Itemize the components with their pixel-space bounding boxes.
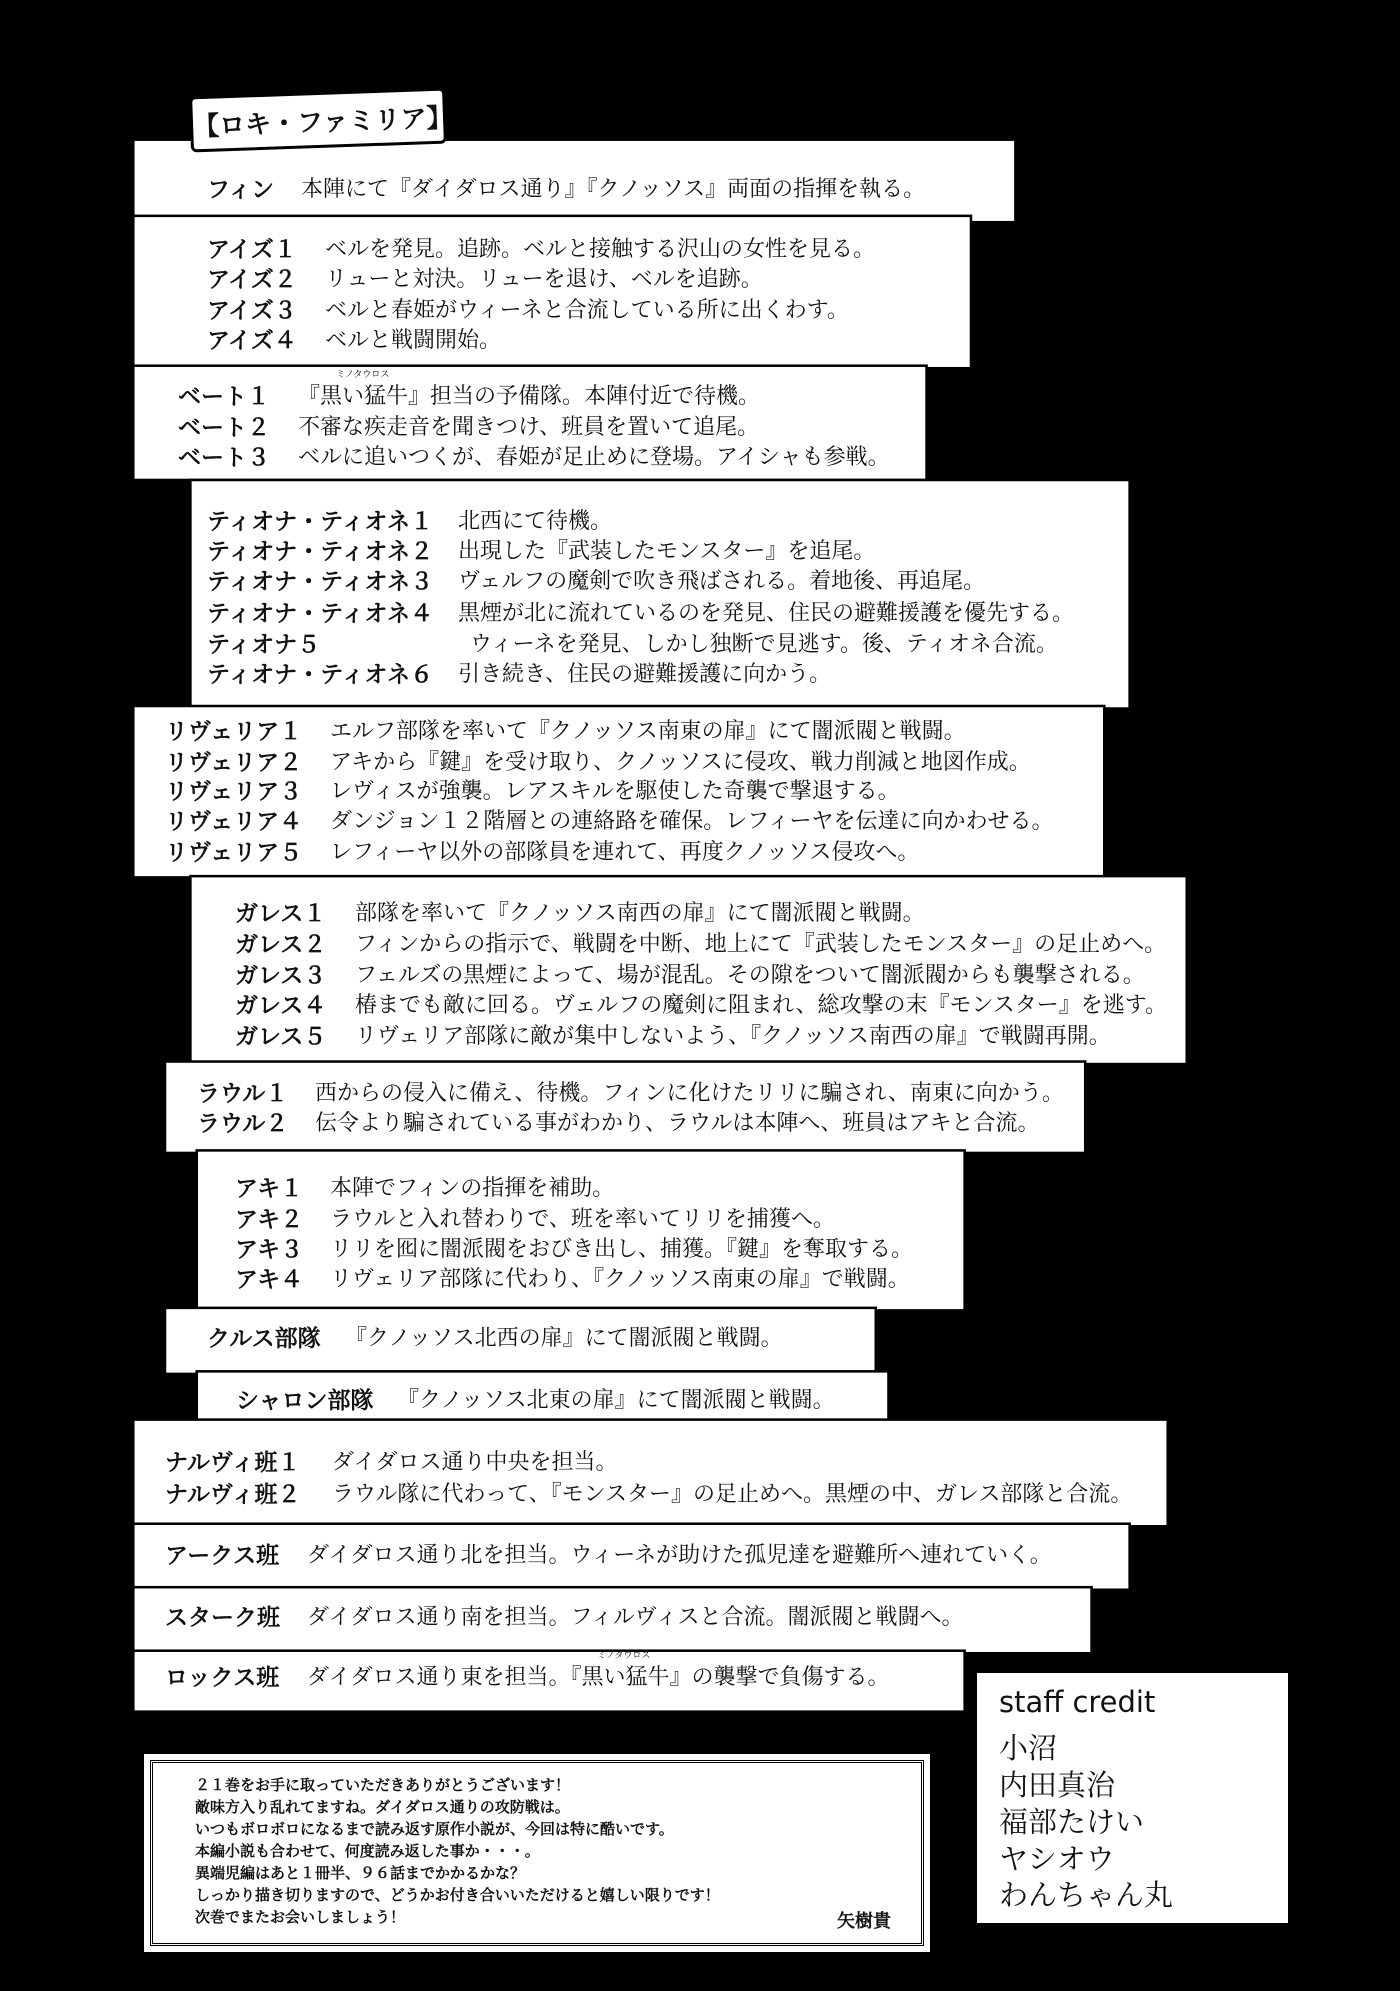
- entry-text-content: フィンからの指示で、戦闘を中断、地上にて『武装したモンスター』の足止めへ。: [355, 932, 1167, 957]
- entry-text: [307, 1651, 890, 1692]
- entry-label: アキ２: [235, 1207, 304, 1233]
- staff-name: ヤシオウ: [999, 1842, 1115, 1876]
- entry-text: [330, 1175, 614, 1203]
- entry-label: シャロン部隊: [236, 1388, 374, 1414]
- entry-text: [458, 661, 831, 689]
- entry-label: ティオナ・ティオネ３: [207, 569, 434, 595]
- entry-label: リヴェリア２: [165, 750, 303, 776]
- entry-text: [330, 1266, 910, 1294]
- entry-label: ナルヴィ班１: [165, 1450, 301, 1476]
- entry-text: [325, 266, 763, 294]
- message-line: 異端児編はあと１冊半、９６話までかかるかな？: [195, 1864, 526, 1882]
- entry-text: [458, 508, 612, 536]
- entry-text: [458, 568, 985, 596]
- author-signature: 矢樹貴: [837, 1911, 891, 1932]
- entry-label: ベート１: [178, 384, 270, 410]
- entry-label: ティオナ・ティオネ１: [207, 509, 434, 535]
- entry-label: ラウル２: [197, 1111, 289, 1137]
- entry-text: [355, 992, 1167, 1020]
- entry-text: [355, 900, 925, 928]
- entry-text-content: ダイダロス通り南を担当。フィルヴィスと合流。闇派閥と戦闘へ。: [307, 1605, 964, 1630]
- entry-label: アイズ２: [207, 267, 297, 293]
- entry-text-content: 出現した『武装したモンスター』を追尾。: [458, 539, 876, 564]
- entry-text: [330, 808, 1053, 836]
- message-line: しっかり描き切りますので、どうかお付き合いいただけると嬉しい限りです！: [195, 1886, 720, 1904]
- entry-text: [330, 839, 919, 867]
- entry-text: [330, 778, 900, 806]
- entry-label: アキ１: [235, 1176, 304, 1202]
- entry-label: スターク班: [165, 1605, 280, 1631]
- entry-text-content: ベルと戦闘開始。: [325, 328, 502, 353]
- entry-text: [330, 1206, 835, 1234]
- entry-text: [355, 962, 1145, 990]
- entry-text: [315, 1080, 1064, 1108]
- entry-text-content: 西からの侵入に備え、待機。フィンに化けたリリに騙され、南東に向かう。: [315, 1081, 1064, 1106]
- entry-label: リヴェリア４: [165, 809, 303, 835]
- section-banner: 【ロキ・ファミリア】: [189, 88, 447, 153]
- entry-text: [315, 1110, 1039, 1138]
- entry-text-content: 部隊を率いて『クノッソス南西の扉』にて闇派閥と戦闘。: [355, 901, 925, 926]
- entry-label: リヴェリア５: [165, 840, 303, 866]
- message-line: ２１巻をお手に取っていただきありがとうございます！: [195, 1776, 571, 1794]
- staff-name: 小沼: [999, 1731, 1058, 1765]
- staff-credit-box: [977, 1673, 1288, 1923]
- entry-text-content: リヴェリア部隊に代わり、『クノッソス南東の扉』で戦闘。: [330, 1267, 910, 1292]
- entry-text: [397, 1387, 835, 1415]
- entry-text: [307, 1542, 1052, 1570]
- entry-text-content: ダイダロス通り北を担当。ウィーネが助けた孤児達を避難所へ連れていく。: [307, 1543, 1052, 1568]
- entry-text: [330, 749, 1031, 777]
- entry-label: ベート２: [178, 415, 270, 441]
- entry-text-content: ダンジョン１２階層との連絡路を確保。レフィーヤを伝達に向かわせる。: [330, 809, 1054, 834]
- entry-text: [298, 444, 890, 472]
- entry-text: [470, 631, 1058, 659]
- entry-text: [458, 538, 875, 566]
- entry-text: [298, 370, 761, 411]
- staff-name: わんちゃん丸: [999, 1878, 1174, 1912]
- entry-label: アキ３: [235, 1237, 304, 1263]
- entry-text: [330, 1236, 913, 1264]
- entry-text-content: 本陣にて『ダイダロス通り』『クノッソス』両面の指揮を執る。: [301, 177, 926, 202]
- entry-text: [307, 1604, 963, 1632]
- entry-text-content: 伝令より騙されている事がわかり、ラウルは本陣へ、班員はアキと合流。: [315, 1111, 1040, 1136]
- entry-label: ラウル１: [197, 1081, 289, 1107]
- entry-text-content: アキから『鍵』を受け取り、クノッソスに侵攻、戦力削減と地図作成。: [330, 750, 1031, 775]
- entry-text: [325, 236, 875, 264]
- entry-text: [298, 414, 759, 442]
- entry-text-content: 『黒い猛牛』担当の予備隊。本陣付近で待機。: [298, 384, 761, 409]
- message-line: いつもボロボロになるまで読み返す原作小説が、今回は特に酷いです。: [195, 1820, 674, 1838]
- entry-text-content: 『クノッソス北東の扉』にて闇派閥と戦闘。: [397, 1388, 835, 1413]
- entry-label: アークス班: [165, 1543, 280, 1569]
- entry-label: アイズ４: [207, 328, 297, 354]
- entry-text-content: 不審な疾走音を聞きつけ、班員を置いて追尾。: [298, 415, 760, 440]
- entry-label: リヴェリア３: [165, 779, 303, 805]
- entry-text-content: 本陣でフィンの指揮を補助。: [330, 1176, 615, 1201]
- entry-text: [345, 1325, 783, 1353]
- entry-text: [355, 1023, 1111, 1051]
- entry-text-content: リリを囮に闇派閥をおびき出し、捕獲。『鍵』を奪取する。: [330, 1237, 914, 1262]
- entry-text-content: ダイダロス通り東を担当。『黒い猛牛』の襲撃で負傷する。: [307, 1665, 890, 1690]
- entry-text-content: 『クノッソス北西の扉』にて闇派閥と戦闘。: [345, 1326, 783, 1351]
- entry-text: [325, 327, 501, 355]
- entry-text-content: 椿までも敵に回る。ヴェルフの魔剣に阻まれ、総攻撃の末『モンスター』を逃す。: [355, 993, 1168, 1018]
- entry-text-content: ベルに追いつくが、春姫が足止めに登場。アイシャも参戦。: [298, 445, 890, 470]
- entry-text-content: ウィーネを発見、しかし独断で見逃す。後、ティオネ合流。: [470, 632, 1058, 657]
- entry-label: ガレス５: [235, 1024, 327, 1050]
- entry-label: ガレス２: [235, 932, 327, 958]
- entry-label: ティオナ・ティオネ４: [207, 601, 434, 627]
- entry-text-content: ダイダロス通り中央を担当。: [332, 1450, 618, 1475]
- entry-label: クルス部隊: [207, 1326, 321, 1352]
- entry-text-content: ベルを発見。追跡。ベルと接触する沢山の女性を見る。: [325, 237, 876, 262]
- entry-text: [458, 600, 1074, 628]
- entry-text: [332, 1449, 618, 1477]
- staff-credit-title: staff credit: [999, 1685, 1156, 1719]
- author-message-box: [150, 1760, 924, 1946]
- entry-label: ベート３: [178, 445, 270, 471]
- entry-text-content: ヴェルフの魔剣で吹き飛ばされる。着地後、再追尾。: [458, 569, 986, 594]
- entry-text: [332, 1481, 1132, 1509]
- entry-text-content: ラウル隊に代わって、『モンスター』の足止めへ。黒煙の中、ガレス部隊と合流。: [332, 1482, 1133, 1507]
- entry-label: ガレス３: [235, 963, 327, 989]
- entry-label: アイズ１: [207, 237, 297, 263]
- entry-text-content: レフィーヤ以外の部隊員を連れて、再度クノッソス侵攻へ。: [330, 840, 920, 865]
- entry-text-content: 北西にて待機。: [458, 509, 613, 534]
- entry-text-content: ベルと春姫がウィーネと合流している所に出くわす。: [325, 298, 849, 323]
- message-line: 次巻でまたお会いしましょう！: [195, 1908, 406, 1926]
- entry-label: フィン: [207, 177, 275, 203]
- entry-text-content: 黒煙が北に流れているのを発見、住民の避難援護を優先する。: [458, 601, 1075, 626]
- entry-label: ガレス４: [235, 993, 327, 1019]
- entry-label: ロックス班: [165, 1665, 280, 1691]
- entry-label: ティオナ・ティオネ６: [207, 662, 434, 688]
- entry-text: [330, 718, 966, 746]
- entry-label: ナルヴィ班２: [165, 1482, 301, 1508]
- furigana: ミノタウロス: [336, 370, 390, 380]
- staff-name: 福部たけい: [999, 1805, 1145, 1839]
- entry-label: ティオナ５: [207, 632, 321, 658]
- entry-label: アイズ３: [207, 298, 297, 324]
- entry-text-content: レヴィスが強襲。レアスキルを駆使した奇襲で撃退する。: [330, 779, 900, 804]
- entry-text: [355, 931, 1166, 959]
- furigana: ミノタウロス: [597, 1651, 651, 1661]
- entry-text-content: ラウルと入れ替わりで、班を率いてリリを捕獲へ。: [330, 1207, 835, 1232]
- entry-text-content: エルフ部隊を率いて『クノッソス南東の扉』にて闇派閥と戦闘。: [330, 719, 966, 744]
- message-line: 敵味方入り乱れてますね。ダイダロス通りの攻防戦は。: [195, 1798, 570, 1816]
- message-line: 本編小説も合わせて、何度読み返した事か・・・。: [195, 1842, 540, 1860]
- staff-name: 内田真治: [999, 1768, 1116, 1802]
- entry-text: [325, 297, 849, 325]
- entry-label: ティオナ・ティオネ２: [207, 539, 434, 565]
- entry-label: アキ４: [235, 1267, 304, 1293]
- entry-label: ガレス１: [235, 901, 327, 927]
- entry-text-content: 引き続き、住民の避難援護に向かう。: [458, 662, 832, 687]
- entry-text-content: リヴェリア部隊に敵が集中しないよう、『クノッソス南西の扉』で戦闘再開。: [355, 1024, 1111, 1049]
- entry-label: リヴェリア１: [165, 719, 303, 745]
- entry-text: [301, 176, 925, 204]
- entry-text-content: フェルズの黒煙によって、場が混乱。その隙をついて闇派閥からも襲撃される。: [355, 963, 1145, 988]
- entry-text-content: リューと対決。リューを退け、ベルを追跡。: [325, 267, 763, 292]
